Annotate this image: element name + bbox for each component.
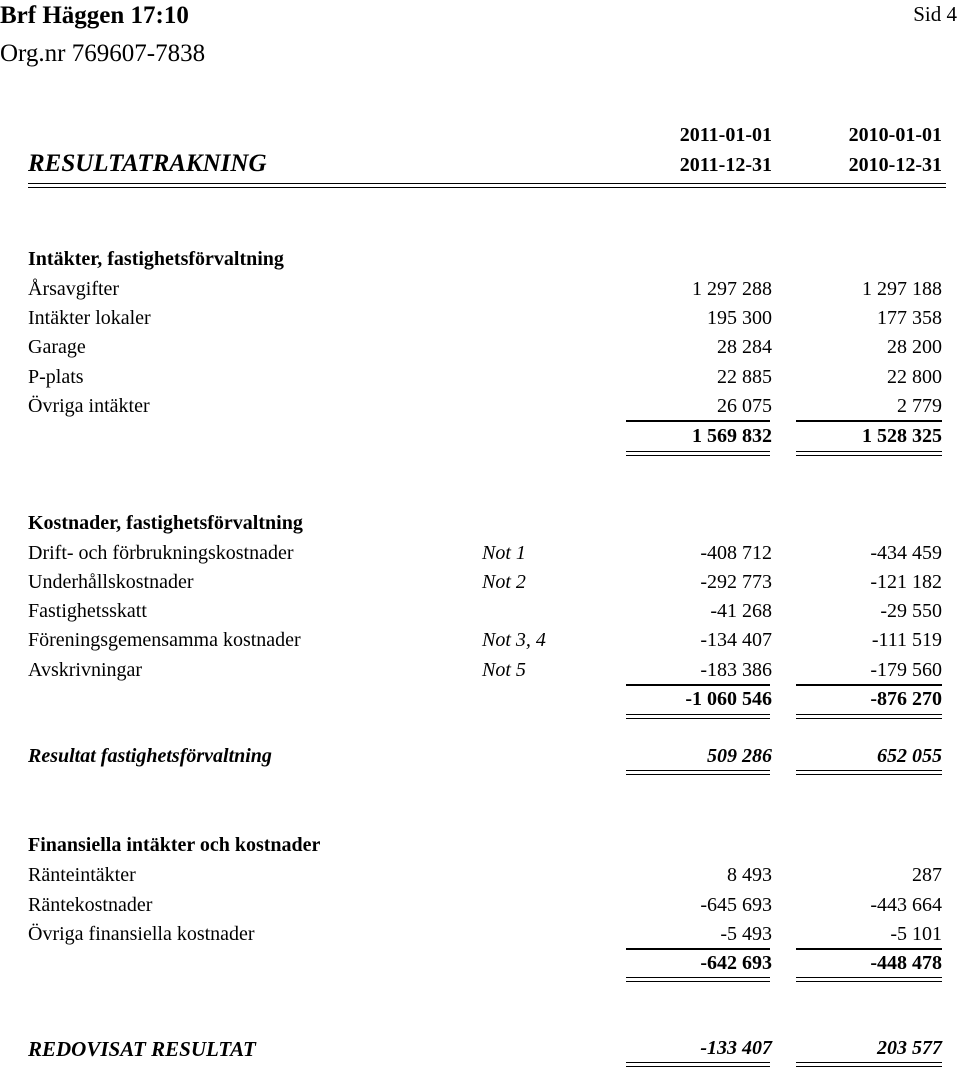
cost-row-value-2010: -179 560 <box>870 659 942 681</box>
cost-row-note: Not 2 <box>482 571 526 593</box>
final-result-2010: 203 577 <box>877 1037 942 1059</box>
total-double-rule <box>626 451 770 456</box>
financial-row-label: Ränteintäkter <box>28 864 136 886</box>
company-name: Brf Häggen 17:10 <box>0 2 189 29</box>
col1-from-date: 2011-01-01 <box>679 124 772 146</box>
cost-row-value-2011: -292 773 <box>700 571 772 593</box>
financial-row-value-2010: -443 664 <box>870 894 942 916</box>
income-row-value-2010: 2 779 <box>897 395 942 417</box>
income-row-label: P-plats <box>28 366 84 388</box>
cost-row-label: Föreningsgemensamma kostnader <box>28 629 301 651</box>
total-double-rule <box>626 977 770 982</box>
col1-to-date: 2011-12-31 <box>679 154 772 176</box>
financial-total-2011: -642 693 <box>700 952 772 974</box>
cost-row-note: Not 3, 4 <box>482 629 546 651</box>
cost-row-label: Avskrivningar <box>28 659 143 681</box>
col2-to-date: 2010-12-31 <box>848 154 942 176</box>
subtotal-rule <box>626 420 770 422</box>
income-row-value-2011: 195 300 <box>707 307 772 329</box>
result-underline <box>626 770 770 775</box>
cost-row-label: Fastighetsskatt <box>28 600 147 622</box>
income-total-2010: 1 528 325 <box>862 425 942 447</box>
cost-row-value-2010: -121 182 <box>870 571 942 593</box>
costs-total-2010: -876 270 <box>870 688 942 710</box>
income-row-value-2010: 28 200 <box>887 336 942 358</box>
income-row-value-2010: 177 358 <box>877 307 942 329</box>
cost-row-label: Drift- och förbrukningskostnader <box>28 542 294 564</box>
result-underline <box>796 770 942 775</box>
cost-row-value-2011: -41 268 <box>710 600 772 622</box>
income-row-value-2011: 28 284 <box>717 336 772 358</box>
total-double-rule <box>796 451 942 456</box>
total-double-rule <box>796 977 942 982</box>
income-row-label: Garage <box>28 336 86 358</box>
result-property-2011: 509 286 <box>707 745 772 767</box>
header-rule <box>28 183 946 188</box>
income-total-2011: 1 569 832 <box>692 425 772 447</box>
final-result-label: REDOVISAT RESULTAT <box>28 1037 256 1061</box>
result-property-2010: 652 055 <box>877 745 942 767</box>
financial-row-value-2010: 287 <box>912 864 942 886</box>
statement-title: RESULTATRAKNING <box>28 150 267 177</box>
financial-row-label: Övriga finansiella kostnader <box>28 923 255 945</box>
financial-row-label: Räntekostnader <box>28 894 153 916</box>
income-row-value-2010: 1 297 188 <box>862 278 942 300</box>
result-property-label: Resultat fastighetsförvaltning <box>28 745 272 767</box>
cost-row-label: Underhållskostnader <box>28 571 194 593</box>
cost-row-value-2011: -408 712 <box>700 542 772 564</box>
costs-total-2011: -1 060 546 <box>685 688 772 710</box>
org-number: Org.nr 769607-7838 <box>0 40 206 67</box>
financial-row-value-2011: -5 493 <box>720 923 772 945</box>
income-heading: Intäkter, fastighetsförvaltning <box>28 248 284 270</box>
cost-row-value-2011: -183 386 <box>700 659 772 681</box>
income-row-value-2011: 26 075 <box>717 395 772 417</box>
total-double-rule <box>626 714 770 719</box>
financial-row-value-2011: 8 493 <box>727 864 772 886</box>
financial-row-value-2010: -5 101 <box>890 923 942 945</box>
financial-total-2010: -448 478 <box>870 952 942 974</box>
final-result-underline <box>796 1062 942 1067</box>
income-row-value-2010: 22 800 <box>887 366 942 388</box>
subtotal-rule <box>626 684 770 686</box>
cost-row-value-2011: -134 407 <box>700 629 772 651</box>
subtotal-rule <box>796 948 942 950</box>
final-result-2011: -133 407 <box>700 1037 772 1059</box>
income-row-value-2011: 22 885 <box>717 366 772 388</box>
income-row-label: Intäkter lokaler <box>28 307 151 329</box>
cost-row-note: Not 5 <box>482 659 526 681</box>
income-row-label: Årsavgifter <box>28 278 120 300</box>
subtotal-rule <box>626 948 770 950</box>
subtotal-rule <box>796 684 942 686</box>
cost-row-value-2010: -29 550 <box>880 600 942 622</box>
col2-from-date: 2010-01-01 <box>848 124 942 146</box>
total-double-rule <box>796 714 942 719</box>
subtotal-rule <box>796 420 942 422</box>
cost-row-value-2010: -111 519 <box>871 629 942 651</box>
financial-heading: Finansiella intäkter och kostnader <box>28 834 321 856</box>
income-row-value-2011: 1 297 288 <box>692 278 772 300</box>
financial-row-value-2011: -645 693 <box>700 894 772 916</box>
income-row-label: Övriga intäkter <box>28 395 150 417</box>
cost-row-value-2010: -434 459 <box>870 542 942 564</box>
cost-row-note: Not 1 <box>482 542 526 564</box>
final-result-underline <box>626 1062 770 1067</box>
page-number: Sid 4 <box>913 2 957 26</box>
costs-heading: Kostnader, fastighetsförvaltning <box>28 512 303 534</box>
